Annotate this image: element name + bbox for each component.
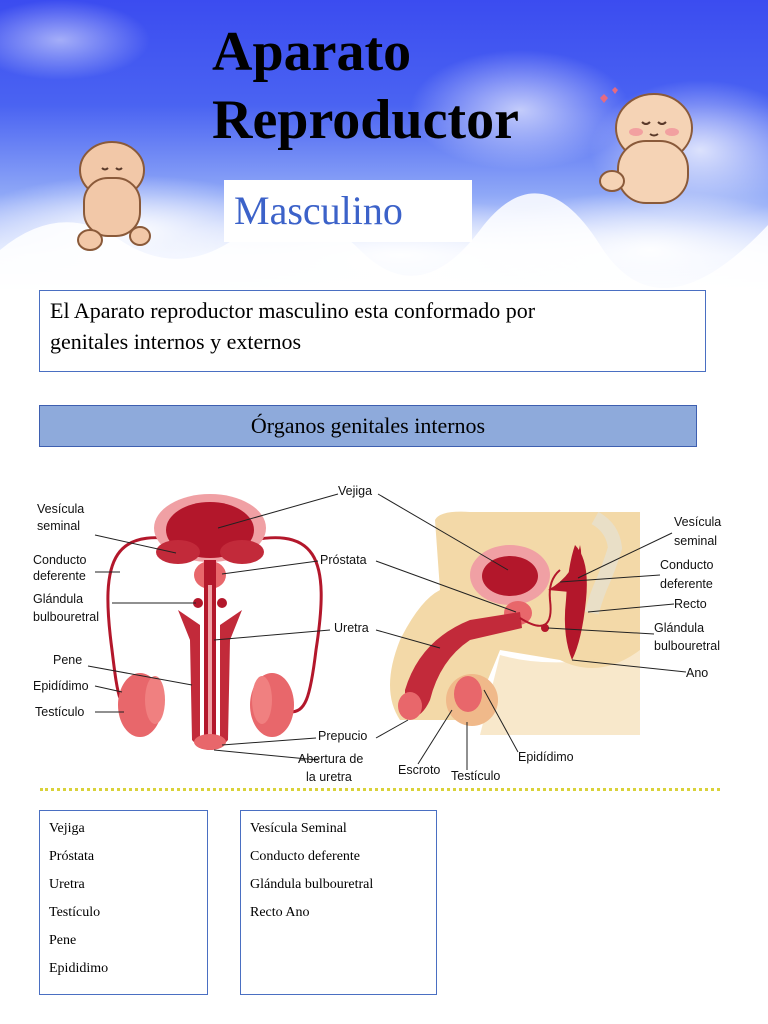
- page-title: [212, 18, 519, 154]
- label-conducto-deferente-side-2: deferente: [660, 577, 713, 591]
- label-vesicula-seminal-front-2: seminal: [37, 519, 81, 533]
- side-view-illustration: [390, 512, 640, 735]
- organ-list-left: [39, 810, 208, 995]
- title-line-1: Aparato: [212, 21, 412, 83]
- label-glandula-front-1: Glándula: [33, 592, 84, 606]
- label-vesicula-seminal-side-1: Vesícula: [674, 515, 722, 529]
- organ-list-right: [240, 810, 437, 995]
- list-item: Uretra: [49, 877, 85, 892]
- label-epididimo-front: Epidídimo: [33, 679, 89, 693]
- title-line-2: Reproductor: [212, 89, 519, 151]
- label-abertura-front-1: Abertura de: [298, 752, 364, 766]
- label-abertura-front-2: la uretra: [306, 770, 352, 784]
- section-heading: Órganos genitales internos: [250, 413, 486, 438]
- label-glandula-front-2: bulbouretral: [33, 610, 100, 624]
- label-epididimo-side: Epidídimo: [518, 750, 574, 764]
- label-uretra-front: Uretra: [334, 621, 369, 635]
- list-item: Próstata: [49, 849, 95, 864]
- label-escroto-side: Escroto: [398, 763, 441, 777]
- list-item: Vejiga: [49, 821, 85, 836]
- label-prostata-front: Próstata: [320, 553, 367, 567]
- label-vejiga-front: Vejiga: [338, 484, 373, 498]
- list-item: Conducto deferente: [250, 849, 361, 864]
- label-conducto-deferente-front-1: Conducto: [33, 553, 87, 567]
- intro-line-2: genitales internos y externos: [50, 329, 302, 354]
- label-vesicula-seminal-side-2: seminal: [674, 534, 718, 548]
- list-item: Recto Ano: [250, 905, 310, 920]
- front-view-illustration: [108, 494, 321, 750]
- label-recto-side: Recto: [674, 597, 707, 611]
- list-item: Glándula bulbouretral: [250, 877, 374, 892]
- list-item: Pene: [49, 933, 77, 948]
- list-item: Epididimo: [49, 961, 109, 976]
- mascot-left-icon: [62, 138, 162, 258]
- anatomy-diagram: [0, 470, 768, 785]
- list-item: Vesícula Seminal: [250, 821, 347, 836]
- list-item: Testículo: [49, 905, 101, 920]
- label-pene-front: Pene: [53, 653, 83, 667]
- mascot-right-icon: [592, 86, 702, 216]
- label-prepucio-front: Prepucio: [318, 729, 368, 743]
- dotted-divider: [40, 788, 720, 791]
- label-testiculo-side: Testículo: [451, 769, 501, 783]
- label-conducto-deferente-front-2: deferente: [33, 569, 86, 583]
- section-heading-bar: [39, 405, 697, 447]
- subtitle: Masculino: [234, 188, 403, 233]
- intro-text-box: [39, 290, 706, 372]
- label-ano-side: Ano: [686, 666, 709, 680]
- label-glandula-side-2: bulbouretral: [654, 639, 721, 653]
- label-testiculo-front: Testículo: [35, 705, 85, 719]
- header-banner: [0, 0, 768, 300]
- label-glandula-side-1: Glándula: [654, 621, 705, 635]
- label-conducto-deferente-side-1: Conducto: [660, 558, 714, 572]
- label-vesicula-seminal-front-1: Vesícula: [37, 502, 85, 516]
- intro-line-1: El Aparato reproductor masculino esta conformado por: [50, 298, 536, 323]
- subtitle-box: [224, 180, 472, 242]
